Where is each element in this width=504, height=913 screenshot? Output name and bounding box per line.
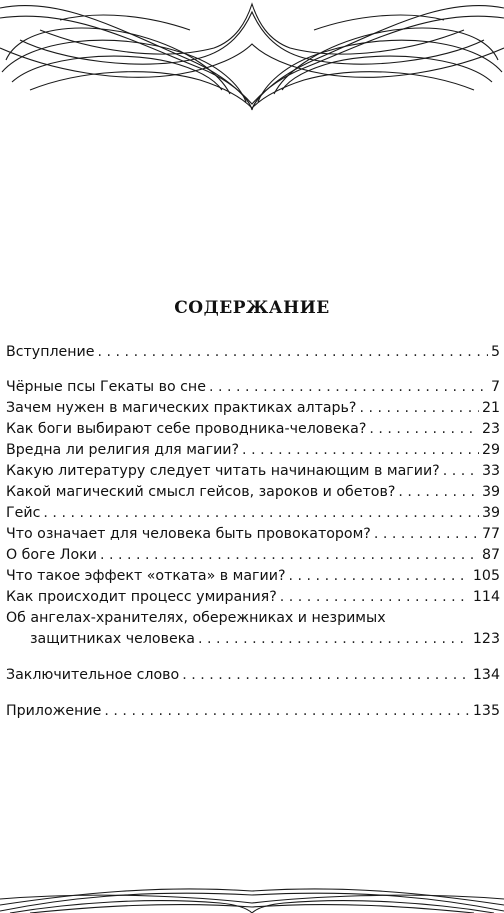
toc-entry-label: О боге Локи xyxy=(6,547,97,563)
toc-entry-label: Какую литературу следует читать начинающим в магии? xyxy=(6,463,440,479)
toc-entry[interactable] xyxy=(6,524,500,544)
dot-leader xyxy=(374,524,479,544)
toc-page-number: 39 xyxy=(481,484,500,500)
dot-leader xyxy=(369,419,479,439)
dot-leader xyxy=(288,566,469,586)
toc-entry-label: Зачем нужен в магических практиках алтарь? xyxy=(6,400,357,416)
toc-page-number: 21 xyxy=(481,400,500,416)
toc-entry-intro[interactable] xyxy=(6,342,500,362)
dot-leader xyxy=(43,503,479,523)
toc-entry[interactable] xyxy=(6,419,500,439)
toc-page-number: 33 xyxy=(481,463,500,479)
toc-entry[interactable] xyxy=(6,545,500,565)
toc-entry-closing[interactable] xyxy=(6,665,500,685)
decorative-swirl-ornament-top xyxy=(0,0,504,112)
dot-leader xyxy=(443,461,479,481)
toc-entry-label: защитниках человека xyxy=(30,631,195,647)
dot-leader xyxy=(100,545,479,565)
toc-page-number: 105 xyxy=(472,568,500,584)
dot-leader xyxy=(98,342,488,362)
toc-page-number: 135 xyxy=(472,703,500,719)
toc-entry[interactable] xyxy=(6,398,500,418)
toc-page-number: 134 xyxy=(472,667,500,683)
toc-entry-appendix[interactable] xyxy=(6,701,500,721)
dot-leader xyxy=(242,440,479,460)
toc-page-number: 7 xyxy=(490,379,500,395)
dot-leader xyxy=(182,665,470,685)
toc-entry[interactable] xyxy=(6,377,500,397)
toc-entry[interactable] xyxy=(6,461,500,481)
toc-entry[interactable] xyxy=(6,440,500,460)
toc-entry-label: Чёрные псы Гекаты во сне xyxy=(6,379,206,395)
toc-entry-multiline-first-line[interactable]: Об ангелах-хранителях, обережниках и незримых xyxy=(6,610,386,626)
page-title: СОДЕРЖАНИЕ xyxy=(174,298,330,318)
toc-entry[interactable] xyxy=(6,482,500,502)
toc-page-number: 87 xyxy=(481,547,500,563)
toc-entry-label: Вредна ли религия для магии? xyxy=(6,442,240,458)
dot-leader xyxy=(198,629,470,649)
toc-entry-label: Заключительное слово xyxy=(6,667,180,683)
toc-entry-label: Какой магический смысл гейсов, зароков и обетов? xyxy=(6,484,396,500)
toc-page-number: 114 xyxy=(472,589,500,605)
toc-page-number: 5 xyxy=(490,344,500,360)
toc-entry[interactable] xyxy=(6,503,500,523)
toc-page-number: 123 xyxy=(472,631,500,647)
toc-entry-label: Приложение xyxy=(6,703,102,719)
toc-entry[interactable] xyxy=(6,587,500,607)
dot-leader xyxy=(398,482,479,502)
toc-entry[interactable] xyxy=(6,566,500,586)
decorative-swirl-ornament-bottom xyxy=(0,881,504,913)
toc-entry-label: Гейс xyxy=(6,505,41,521)
dot-leader xyxy=(104,701,470,721)
toc-entry-label: Что такое эффект «отката» в магии? xyxy=(6,568,286,584)
dot-leader xyxy=(280,587,470,607)
toc-entry-label: Как происходит процесс умирания? xyxy=(6,589,277,605)
toc-entry-label: Что означает для человека быть провокатором? xyxy=(6,526,371,542)
toc-page-number: 23 xyxy=(481,421,500,437)
toc-page-number: 77 xyxy=(481,526,500,542)
toc-page-number: 39 xyxy=(481,505,500,521)
toc-entry-multiline-continuation[interactable] xyxy=(6,629,500,649)
dot-leader xyxy=(359,398,478,418)
toc-entry-label: Вступление xyxy=(6,344,95,360)
toc-entry-label: Как боги выбирают себе проводника-человека? xyxy=(6,421,367,437)
dot-leader xyxy=(209,377,488,397)
toc-page-number: 29 xyxy=(481,442,500,458)
